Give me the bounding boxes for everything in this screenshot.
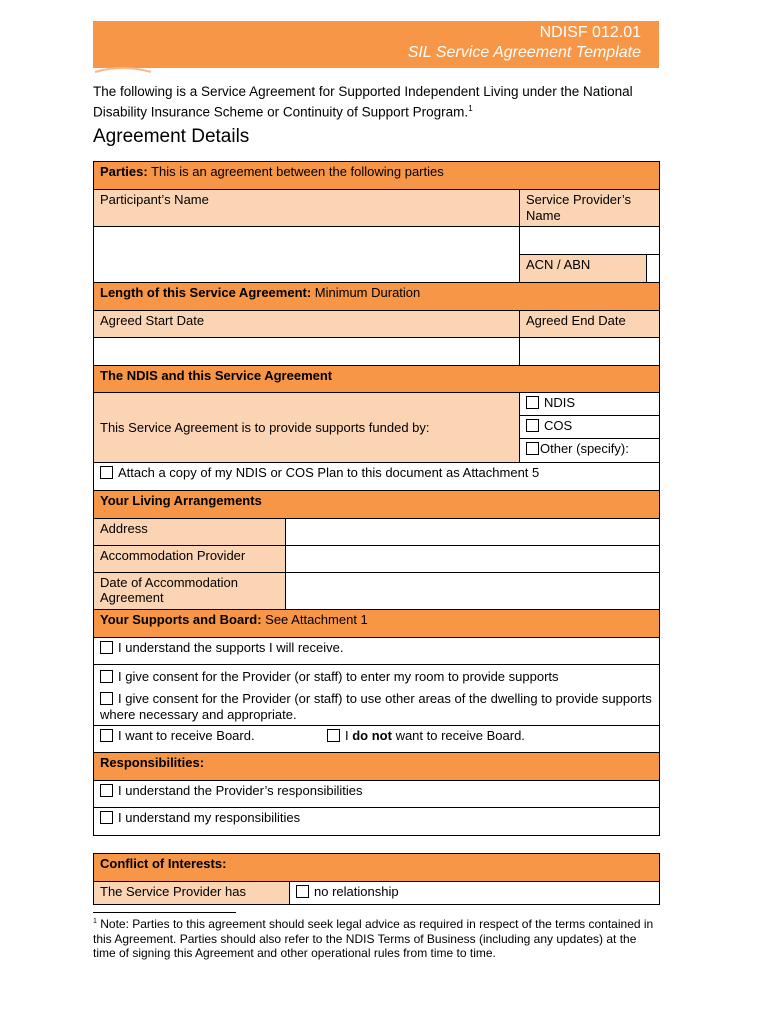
acn-abn-field[interactable] bbox=[647, 255, 660, 282]
accommodation-date-field[interactable] bbox=[286, 573, 660, 610]
address-field[interactable] bbox=[286, 519, 660, 546]
document-header bbox=[93, 21, 659, 68]
consent-areas-checkbox[interactable] bbox=[100, 692, 113, 705]
participant-name-field[interactable] bbox=[94, 227, 520, 283]
provider-responsibilities-row[interactable]: I understand the Provider’s responsibilities bbox=[94, 781, 660, 808]
board-no-checkbox[interactable] bbox=[327, 729, 340, 742]
provider-has-label: The Service Provider has bbox=[94, 882, 290, 905]
end-date-label: Agreed End Date bbox=[520, 311, 660, 338]
participant-name-label: Participant’s Name bbox=[94, 190, 520, 227]
my-responsibilities-row[interactable]: I understand my responsibilities bbox=[94, 808, 660, 836]
address-label: Address bbox=[94, 519, 286, 546]
acn-abn-label: ACN / ABN bbox=[520, 255, 647, 282]
living-section-header: Your Living Arrangements bbox=[94, 491, 660, 519]
accommodation-date-label: Date of Accommodation Agreement bbox=[94, 573, 286, 610]
start-date-label: Agreed Start Date bbox=[94, 311, 520, 338]
understand-supports-row[interactable]: I understand the supports I will receive. bbox=[94, 638, 660, 665]
form-subtitle: SIL Service Agreement Template bbox=[407, 44, 641, 61]
end-date-field[interactable] bbox=[520, 338, 660, 366]
attach-plan-row[interactable]: Attach a copy of my NDIS or COS Plan to this document as Attachment 5 bbox=[94, 463, 660, 491]
ndis-checkbox[interactable] bbox=[526, 396, 539, 409]
provider-responsibilities-checkbox[interactable] bbox=[100, 784, 113, 797]
conflict-section-header: Conflict of Interests: bbox=[94, 854, 660, 882]
footnote: $^1$ Note: Parties to this agreement should seek legal advice as required in respect of the terms contained in this Agreement. Parties should also refer to the NDIS Terms of Business (including any updates) at the time of signing this Agreement and other operational rules from time to time. bbox=[93, 917, 654, 960]
agreement-form bbox=[93, 161, 660, 836]
accommodation-provider-field[interactable] bbox=[286, 546, 660, 573]
conflict-form bbox=[93, 853, 660, 905]
provider-name-field[interactable] bbox=[520, 227, 660, 255]
cos-checkbox[interactable] bbox=[526, 419, 539, 432]
supports-section-header: Your Supports and Board: See Attachment 1 bbox=[94, 610, 660, 638]
consent-room-row[interactable]: I give consent for the Provider (or staff) to enter my room to provide supports bbox=[100, 669, 653, 685]
funded-by-label: This Service Agreement is to provide supports funded by: bbox=[94, 393, 520, 463]
provider-name-label: Service Provider’s Name bbox=[520, 190, 660, 227]
board-yes-checkbox[interactable] bbox=[100, 729, 113, 742]
board-yes-option[interactable]: I want to receive Board. bbox=[100, 728, 327, 744]
no-relationship-option[interactable]: no relationship bbox=[290, 882, 660, 905]
responsibilities-section-header: Responsibilities: bbox=[94, 753, 660, 781]
funding-option-ndis[interactable]: NDIS bbox=[520, 393, 660, 416]
funding-option-cos[interactable]: COS bbox=[520, 416, 660, 439]
length-section-header: Length of this Service Agreement: Minimum Duration bbox=[94, 283, 660, 311]
board-no-option[interactable]: I do not want to receive Board. bbox=[327, 728, 525, 743]
no-relationship-checkbox[interactable] bbox=[296, 885, 309, 898]
ndis-section-header: The NDIS and this Service Agreement bbox=[94, 366, 660, 393]
parties-section-header: Parties: This is an agreement between the following parties bbox=[94, 162, 660, 190]
intro-paragraph: The following is a Service Agreement for Supported Independent Living under the National Disability Insurance Scheme or Continuity of Support Program.$^1$ bbox=[93, 84, 633, 120]
understand-supports-checkbox[interactable] bbox=[100, 641, 113, 654]
consent-block bbox=[94, 665, 660, 726]
consent-room-checkbox[interactable] bbox=[100, 670, 113, 683]
page-title: Agreement Details bbox=[93, 126, 250, 147]
attach-plan-checkbox[interactable] bbox=[100, 466, 113, 479]
funding-option-other[interactable]: Other (specify): bbox=[520, 439, 660, 463]
footnote-divider bbox=[93, 912, 236, 913]
my-responsibilities-checkbox[interactable] bbox=[100, 811, 113, 824]
consent-areas-row[interactable]: I give consent for the Provider (or staff) to use other areas of the dwelling to provide supports where necessary and appropriate. bbox=[100, 691, 652, 722]
swoosh-decoration bbox=[93, 66, 153, 76]
accommodation-provider-label: Accommodation Provider bbox=[94, 546, 286, 573]
board-row bbox=[94, 726, 660, 753]
other-checkbox[interactable] bbox=[526, 442, 539, 455]
start-date-field[interactable] bbox=[94, 338, 520, 366]
form-code: NDISF 012.01 bbox=[539, 24, 641, 41]
